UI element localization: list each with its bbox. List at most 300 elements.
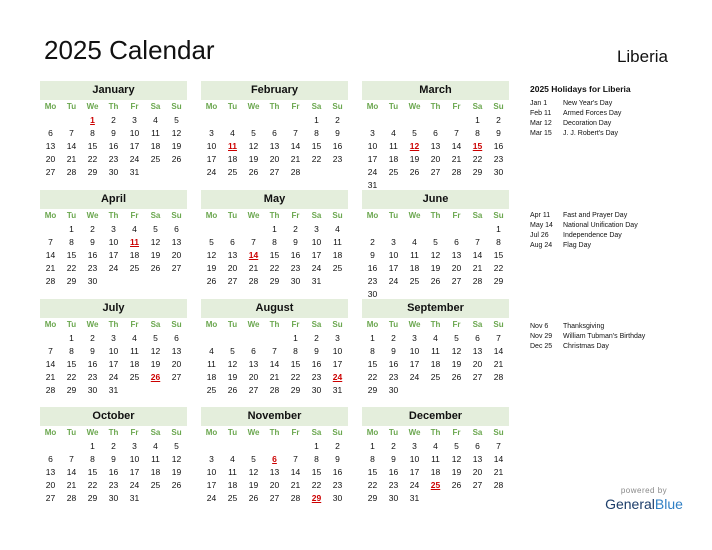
weekday-label: Th xyxy=(108,211,119,220)
weekday-label: Th xyxy=(269,320,280,329)
page-title: 2025 Calendar xyxy=(44,35,215,65)
weekday-label: Fr xyxy=(130,428,139,437)
day-cell: 17 xyxy=(108,359,119,369)
day-cell: 5 xyxy=(454,333,459,343)
day-cell: 26 xyxy=(206,276,217,286)
empty-cell xyxy=(243,114,264,127)
day-cell: 26 xyxy=(171,480,182,490)
day-cell: 14 xyxy=(290,467,301,477)
day-cell: 2 xyxy=(335,115,340,125)
empty-cell xyxy=(383,223,404,236)
day-cell: 20 xyxy=(45,480,56,490)
empty-cell xyxy=(222,440,243,453)
day-cell: 30 xyxy=(108,167,119,177)
day-cell: 22 xyxy=(311,480,322,490)
weekday-label: Sa xyxy=(472,428,483,437)
day-cell: 16 xyxy=(108,141,119,151)
day-cell: 21 xyxy=(472,263,483,273)
day-cell: 24 xyxy=(108,372,119,382)
day-cell: 2 xyxy=(293,224,298,234)
day-cell: 24 xyxy=(367,167,378,177)
day-cell: 12 xyxy=(171,128,182,138)
day-cell: 17 xyxy=(388,263,399,273)
month-january xyxy=(40,81,187,179)
holiday-name: National Unification Day xyxy=(563,222,638,229)
empty-cell xyxy=(201,114,222,127)
day-cell: 8 xyxy=(314,454,319,464)
weekday-label: Mo xyxy=(205,320,218,329)
day-cell: 14 xyxy=(45,359,56,369)
day-cell: 20 xyxy=(269,154,280,164)
day-cell: 6 xyxy=(48,128,53,138)
weekday-label: We xyxy=(86,102,99,111)
day-cell: 2 xyxy=(370,237,375,247)
weekday-label: Su xyxy=(171,320,182,329)
day-cell: 22 xyxy=(367,480,378,490)
day-cell: 19 xyxy=(451,467,462,477)
holiday-name: Christmas Day xyxy=(563,343,609,350)
brand-logo xyxy=(588,486,700,513)
day-cell: 22 xyxy=(367,372,378,382)
weekday-label: Th xyxy=(269,428,280,437)
empty-cell xyxy=(446,114,467,127)
weekday-label: Tu xyxy=(227,428,238,437)
day-cell: 11 xyxy=(431,346,440,356)
day-cell: 18 xyxy=(150,467,161,477)
day-cell: 23 xyxy=(87,263,98,273)
weekday-label: Sa xyxy=(472,320,483,329)
day-cell: 18 xyxy=(129,359,140,369)
holiday-row xyxy=(530,322,700,332)
day-cell: 7 xyxy=(251,237,256,247)
day-cell: 2 xyxy=(111,441,116,451)
day-cell: 9 xyxy=(314,346,319,356)
day-cell: 10 xyxy=(367,141,378,151)
day-cell: 1 xyxy=(314,115,319,125)
empty-cell xyxy=(383,114,404,127)
holiday-row xyxy=(530,231,700,241)
day-cell: 27 xyxy=(227,276,238,286)
day-cell: 19 xyxy=(150,250,161,260)
day-cell: 4 xyxy=(433,333,438,343)
holiday-row xyxy=(530,241,700,251)
day-cell: 25 xyxy=(227,167,238,177)
empty-cell xyxy=(201,440,222,453)
weekday-label: Fr xyxy=(291,320,300,329)
day-cell: 17 xyxy=(409,467,420,477)
day-cell: 24 xyxy=(108,263,119,273)
weekday-label: Tu xyxy=(388,102,399,111)
day-cell: 16 xyxy=(290,250,301,260)
month-october xyxy=(40,407,187,505)
day-cell: 31 xyxy=(409,493,420,503)
day-cell: 2 xyxy=(335,441,340,451)
month-days xyxy=(201,209,348,288)
day-cell: 24 xyxy=(129,154,140,164)
day-cell: 6 xyxy=(475,441,480,451)
day-cell: 15 xyxy=(87,141,98,151)
brand-name-part1: General xyxy=(605,496,655,512)
day-cell: 27 xyxy=(248,385,259,395)
day-cell: 23 xyxy=(290,263,301,273)
day-cell: 20 xyxy=(472,359,483,369)
day-cell: 31 xyxy=(129,493,140,503)
month-september xyxy=(362,299,509,397)
day-cell: 26 xyxy=(150,263,161,273)
weekday-label: Sa xyxy=(150,211,161,220)
day-cell: 26 xyxy=(248,493,259,503)
month-name: September xyxy=(362,299,509,318)
day-cell: 30 xyxy=(108,493,119,503)
day-cell: 31 xyxy=(129,167,140,177)
day-cell: 1 xyxy=(69,224,74,234)
day-cell: 14 xyxy=(472,250,483,260)
day-cell: 22 xyxy=(493,263,504,273)
weekday-label: Sa xyxy=(150,428,161,437)
empty-cell xyxy=(40,114,61,127)
day-cell: 22 xyxy=(311,154,322,164)
day-cell: 13 xyxy=(45,467,56,477)
day-cell: 14 xyxy=(493,346,504,356)
empty-cell xyxy=(61,114,82,127)
day-cell: 23 xyxy=(388,480,399,490)
day-cell: 21 xyxy=(45,372,56,382)
day-cell: 19 xyxy=(248,480,259,490)
day-cell: 23 xyxy=(367,276,378,286)
weekday-label: We xyxy=(247,428,260,437)
day-cell: 23 xyxy=(388,372,399,382)
month-days xyxy=(40,209,187,288)
month-days xyxy=(40,426,187,505)
weekday-label: Fr xyxy=(130,102,139,111)
empty-cell xyxy=(222,332,243,345)
empty-cell xyxy=(243,223,264,236)
day-cell: 19 xyxy=(171,141,182,151)
weekday-label: Sa xyxy=(311,102,322,111)
holiday-row xyxy=(530,342,700,352)
day-cell: 25 xyxy=(388,167,399,177)
holiday-name: Independence Day xyxy=(563,232,622,239)
holiday-name: J. J. Robert's Day xyxy=(563,130,619,137)
day-cell: 10 xyxy=(206,141,217,151)
holiday-name: Armed Forces Day xyxy=(563,110,622,117)
day-cell: 23 xyxy=(493,154,504,164)
day-cell: 31 xyxy=(108,385,119,395)
holiday-date: Nov 29 xyxy=(530,333,553,340)
day-cell: 3 xyxy=(209,454,214,464)
day-cell: 1 xyxy=(293,333,298,343)
day-cell: 16 xyxy=(311,359,322,369)
day-cell: 19 xyxy=(227,372,238,382)
day-cell: 25 xyxy=(409,276,420,286)
month-name: June xyxy=(362,190,509,209)
day-cell: 26 xyxy=(171,154,182,164)
day-cell: 3 xyxy=(412,441,417,451)
weekday-label: Su xyxy=(493,320,504,329)
month-days xyxy=(362,426,509,505)
day-cell: 10 xyxy=(129,454,140,464)
empty-cell xyxy=(40,332,61,345)
holiday-day: 25 xyxy=(430,480,441,490)
weekday-label: Su xyxy=(493,211,504,220)
weekday-label: Th xyxy=(269,102,280,111)
empty-cell xyxy=(40,440,61,453)
day-cell: 29 xyxy=(290,385,301,395)
month-name: December xyxy=(362,407,509,426)
day-cell: 21 xyxy=(66,154,77,164)
day-cell: 20 xyxy=(171,359,182,369)
day-cell: 10 xyxy=(129,128,140,138)
day-cell: 7 xyxy=(272,346,277,356)
day-cell: 17 xyxy=(108,250,119,260)
day-cell: 11 xyxy=(333,237,342,247)
brand-name xyxy=(588,495,700,513)
day-cell: 1 xyxy=(272,224,277,234)
weekday-label: Th xyxy=(430,102,441,111)
day-cell: 24 xyxy=(206,493,217,503)
day-cell: 12 xyxy=(248,467,259,477)
weekday-label: Tu xyxy=(227,320,238,329)
holidays-title: 2025 Holidays for Liberia xyxy=(530,84,631,94)
day-cell: 31 xyxy=(367,180,378,190)
empty-cell xyxy=(362,223,383,236)
empty-cell xyxy=(425,114,446,127)
weekday-label: We xyxy=(408,428,421,437)
day-cell: 11 xyxy=(130,346,139,356)
day-cell: 30 xyxy=(87,385,98,395)
day-cell: 27 xyxy=(451,276,462,286)
day-cell: 28 xyxy=(290,167,301,177)
weekday-label: Sa xyxy=(311,211,322,220)
holiday-row xyxy=(530,221,700,231)
day-cell: 5 xyxy=(433,237,438,247)
day-cell: 13 xyxy=(45,141,56,151)
day-cell: 9 xyxy=(335,454,340,464)
day-cell: 9 xyxy=(391,454,396,464)
day-cell: 21 xyxy=(451,154,462,164)
day-cell: 5 xyxy=(454,441,459,451)
day-cell: 12 xyxy=(227,359,238,369)
day-cell: 20 xyxy=(171,250,182,260)
day-cell: 18 xyxy=(206,372,217,382)
day-cell: 9 xyxy=(370,250,375,260)
day-cell: 22 xyxy=(269,263,280,273)
day-cell: 10 xyxy=(409,454,420,464)
day-cell: 9 xyxy=(111,128,116,138)
day-cell: 18 xyxy=(388,154,399,164)
day-cell: 31 xyxy=(332,385,343,395)
holiday-day: 1 xyxy=(90,115,95,125)
day-cell: 17 xyxy=(332,359,343,369)
day-cell: 3 xyxy=(132,115,137,125)
month-name: August xyxy=(201,299,348,318)
day-cell: 5 xyxy=(412,128,417,138)
day-cell: 4 xyxy=(153,115,158,125)
day-cell: 19 xyxy=(451,359,462,369)
day-cell: 22 xyxy=(290,372,301,382)
weekday-label: Sa xyxy=(311,320,322,329)
empty-cell xyxy=(285,114,306,127)
day-cell: 6 xyxy=(174,333,179,343)
day-cell: 5 xyxy=(230,346,235,356)
day-cell: 28 xyxy=(66,493,77,503)
weekday-label: Su xyxy=(332,211,343,220)
day-cell: 11 xyxy=(389,141,398,151)
day-cell: 12 xyxy=(248,141,259,151)
weekday-label: Tu xyxy=(66,428,77,437)
weekday-label: Sa xyxy=(472,211,483,220)
weekday-label: Su xyxy=(332,320,343,329)
weekday-label: Tu xyxy=(66,320,77,329)
day-cell: 21 xyxy=(290,154,301,164)
weekday-label: We xyxy=(247,320,260,329)
day-cell: 13 xyxy=(269,467,280,477)
brand-name-part2: Blue xyxy=(654,496,683,512)
day-cell: 16 xyxy=(367,263,378,273)
holiday-day: 11 xyxy=(228,141,237,151)
day-cell: 28 xyxy=(472,276,483,286)
day-cell: 16 xyxy=(332,467,343,477)
day-cell: 8 xyxy=(293,346,298,356)
holiday-row xyxy=(530,119,700,129)
day-cell: 16 xyxy=(388,467,399,477)
holiday-date: Mar 12 xyxy=(530,120,552,127)
weekday-label: Mo xyxy=(366,320,379,329)
day-cell: 12 xyxy=(451,346,462,356)
day-cell: 19 xyxy=(171,467,182,477)
day-cell: 14 xyxy=(493,454,504,464)
day-cell: 22 xyxy=(66,263,77,273)
month-name: February xyxy=(201,81,348,100)
day-cell: 18 xyxy=(227,154,238,164)
day-cell: 18 xyxy=(150,141,161,151)
empty-cell xyxy=(222,223,243,236)
day-cell: 26 xyxy=(451,372,462,382)
day-cell: 6 xyxy=(475,333,480,343)
holiday-name: Fast and Prayer Day xyxy=(563,212,628,219)
day-cell: 19 xyxy=(248,154,259,164)
holiday-date: Mar 15 xyxy=(530,130,552,137)
day-cell: 25 xyxy=(206,385,217,395)
day-cell: 8 xyxy=(314,128,319,138)
day-cell: 17 xyxy=(409,359,420,369)
day-cell: 30 xyxy=(332,493,343,503)
day-cell: 4 xyxy=(209,346,214,356)
weekday-label: Fr xyxy=(452,428,461,437)
empty-cell xyxy=(264,114,285,127)
day-cell: 18 xyxy=(430,359,441,369)
empty-cell xyxy=(446,223,467,236)
holiday-day: 14 xyxy=(248,250,259,260)
day-cell: 23 xyxy=(87,372,98,382)
day-cell: 28 xyxy=(493,372,504,382)
weekday-label: Mo xyxy=(44,428,57,437)
day-cell: 3 xyxy=(391,237,396,247)
month-november xyxy=(201,407,348,505)
day-cell: 5 xyxy=(209,237,214,247)
day-cell: 5 xyxy=(153,224,158,234)
day-cell: 16 xyxy=(388,359,399,369)
day-cell: 25 xyxy=(430,372,441,382)
day-cell: 17 xyxy=(206,480,217,490)
day-cell: 14 xyxy=(45,250,56,260)
day-cell: 12 xyxy=(150,346,161,356)
weekday-label: Su xyxy=(493,102,504,111)
day-cell: 14 xyxy=(66,467,77,477)
day-cell: 12 xyxy=(171,454,182,464)
day-cell: 31 xyxy=(311,276,322,286)
day-cell: 7 xyxy=(293,128,298,138)
day-cell: 4 xyxy=(335,224,340,234)
day-cell: 21 xyxy=(66,480,77,490)
day-cell: 29 xyxy=(87,167,98,177)
holiday-date: Aug 24 xyxy=(530,242,553,249)
day-cell: 5 xyxy=(174,441,179,451)
empty-cell xyxy=(222,114,243,127)
weekday-label: Mo xyxy=(205,102,218,111)
day-cell: 28 xyxy=(248,276,259,286)
day-cell: 14 xyxy=(290,141,301,151)
day-cell: 27 xyxy=(269,167,280,177)
day-cell: 22 xyxy=(87,480,98,490)
day-cell: 15 xyxy=(367,359,378,369)
powered-by-label: powered by xyxy=(620,486,668,495)
month-march xyxy=(362,81,509,192)
holiday-day: 26 xyxy=(150,372,161,382)
holiday-row xyxy=(530,332,700,342)
day-cell: 27 xyxy=(45,493,56,503)
day-cell: 2 xyxy=(391,333,396,343)
day-cell: 9 xyxy=(496,128,501,138)
day-cell: 24 xyxy=(206,167,217,177)
day-cell: 27 xyxy=(269,493,280,503)
day-cell: 16 xyxy=(87,250,98,260)
weekday-label: Sa xyxy=(150,320,161,329)
day-cell: 21 xyxy=(269,372,280,382)
day-cell: 13 xyxy=(248,359,259,369)
empty-cell xyxy=(425,223,446,236)
weekday-label: Su xyxy=(332,428,343,437)
country-name: Liberia xyxy=(616,47,668,66)
day-cell: 24 xyxy=(409,372,420,382)
day-cell: 4 xyxy=(230,454,235,464)
day-cell: 4 xyxy=(153,441,158,451)
day-cell: 12 xyxy=(206,250,217,260)
day-cell: 30 xyxy=(493,167,504,177)
day-cell: 28 xyxy=(493,480,504,490)
holiday-name: Decoration Day xyxy=(563,120,612,127)
weekday-label: Fr xyxy=(130,211,139,220)
weekday-label: Th xyxy=(430,320,441,329)
day-cell: 6 xyxy=(48,454,53,464)
weekday-label: Th xyxy=(108,428,119,437)
day-cell: 8 xyxy=(90,128,95,138)
day-cell: 18 xyxy=(227,480,238,490)
empty-cell xyxy=(243,440,264,453)
day-cell: 4 xyxy=(391,128,396,138)
day-cell: 11 xyxy=(228,467,237,477)
day-cell: 30 xyxy=(290,276,301,286)
weekday-label: We xyxy=(86,211,99,220)
day-cell: 10 xyxy=(108,346,119,356)
weekday-label: Th xyxy=(430,428,441,437)
weekday-label: We xyxy=(86,320,99,329)
weekday-label: Mo xyxy=(366,428,379,437)
day-cell: 8 xyxy=(69,346,74,356)
day-cell: 3 xyxy=(335,333,340,343)
day-cell: 23 xyxy=(332,480,343,490)
day-cell: 10 xyxy=(332,346,343,356)
